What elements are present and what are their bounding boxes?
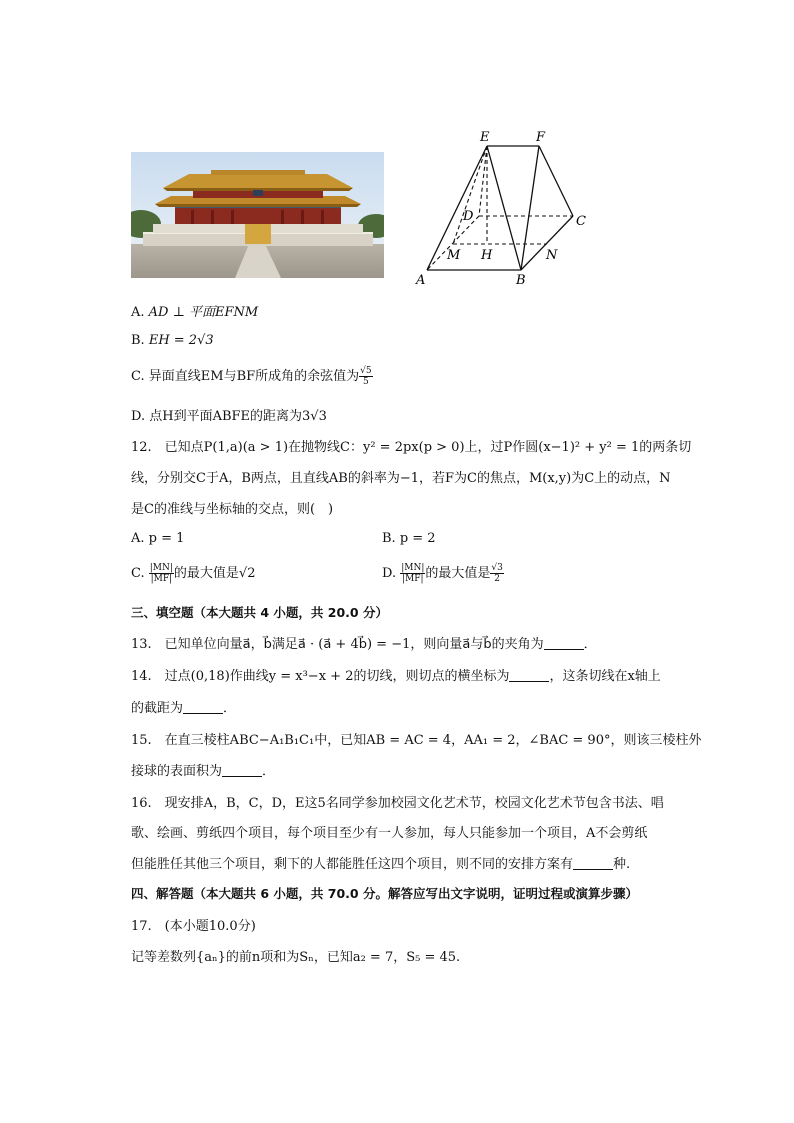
q12-option-b: B. p = 2 bbox=[382, 531, 436, 546]
q16-line-2: 歌、绘画、剪纸四个项目，每个项目至少有一人参加，每人只能参加一个项目，A不会剪纸 bbox=[131, 826, 648, 841]
q12-option-d: D. $\frac{|MN|}{|MF|}$ 的最大值是 $\frac{√3}{2}$ bbox=[382, 563, 503, 584]
q17-line-2: 记等差数列{aₙ}的前n项和为Sₙ，已知a₂ = 7，S₅ = 45. bbox=[131, 950, 461, 965]
label-M: M bbox=[447, 248, 461, 263]
q15-line-1: 15. 在直三棱柱ABC−A₁B₁C₁中，已知AB = AC = 4，AA₁ = 2，∠BAC = 90°，则该三棱柱外 bbox=[131, 733, 702, 748]
section-heading-fill-in: 三、填空题（本大题共 4 小题，共 20.0 分） bbox=[131, 605, 388, 620]
q11-option-a: A. AD ⊥ 平面EFNM bbox=[131, 305, 259, 320]
q12-line-1: 12. 已知点P(1,a)(a > 1)在抛物线C：y² = 2px(p > 0)上，过P作圆(x−1)² + y² = 1的两条切 bbox=[131, 440, 692, 455]
q12-line-3: 是C的准线与坐标轴的交点，则( ) bbox=[131, 502, 334, 517]
q17-line-1: 17. (本小题10.0分) bbox=[131, 919, 256, 934]
answer-blank[interactable] bbox=[222, 764, 262, 777]
fraction: $\frac{√3}{2}$ bbox=[491, 563, 503, 584]
label-B: B bbox=[516, 273, 526, 288]
label-F: F bbox=[536, 130, 546, 145]
q16-line-3: 但能胜任其他三个项目，剩下的人都能胜任这四个项目，则不同的安排方案有 种. bbox=[131, 857, 631, 872]
q12-option-a: A. p = 1 bbox=[131, 531, 185, 546]
q11-option-c: C. 异面直线EM与BF所成角的余弦值为 $\frac{√5}{5}$ bbox=[131, 366, 372, 387]
q14-line-1: 14. 过点(0,18)作曲线y = x³−x + 2的切线，则切点的横坐标为 ，这条切线在x轴上 bbox=[131, 669, 661, 684]
fraction: $\frac{|MN|}{|MF|}$ bbox=[401, 563, 425, 584]
label-H: H bbox=[481, 248, 493, 263]
q15-line-2: 接球的表面积为 ． bbox=[131, 764, 276, 779]
q12-line-2: 线，分别交C于A，B两点，且直线AB的斜率为−1，若F为C的焦点，M(x,y)为C上的动点，N bbox=[131, 471, 671, 486]
q11-option-b: B. EH = 2√3 bbox=[131, 333, 214, 348]
q12-option-c: C. $\frac{|MN|}{|MF|}$ 的最大值是√2 bbox=[131, 563, 256, 584]
label-C: C bbox=[576, 214, 586, 229]
answer-blank[interactable] bbox=[183, 701, 223, 714]
fraction: $\frac{√5}{5}$ bbox=[360, 366, 372, 387]
q13: 13. 已知单位向量a⃗，b⃗满足a⃗ · (a⃗ + 4b⃗) = −1，则向量a⃗与b⃗的夹角为 ． bbox=[131, 637, 597, 652]
answer-blank[interactable] bbox=[509, 669, 549, 682]
q14-line-2: 的截距为 ． bbox=[131, 701, 237, 716]
q11-option-d: D. 点H到平面ABFE的距离为3√3 bbox=[131, 409, 327, 424]
geometry-diagram bbox=[410, 128, 595, 290]
label-A: A bbox=[416, 273, 426, 288]
answer-blank[interactable] bbox=[544, 637, 584, 650]
palace-photo bbox=[131, 152, 384, 278]
label-N: N bbox=[546, 248, 558, 263]
answer-blank[interactable] bbox=[573, 857, 613, 870]
label-E: E bbox=[480, 130, 490, 145]
label-D: D bbox=[463, 209, 474, 224]
fraction: $\frac{|MN|}{|MF|}$ bbox=[149, 563, 173, 584]
section-heading-solutions: 四、解答题（本大题共 6 小题，共 70.0 分。解答应写出文字说明，证明过程或演算步骤） bbox=[131, 886, 638, 901]
q16-line-1: 16. 现安排A，B，C，D，E这5名同学参加校园文化艺术节，校园文化艺术节包含书法、唱 bbox=[131, 796, 664, 811]
